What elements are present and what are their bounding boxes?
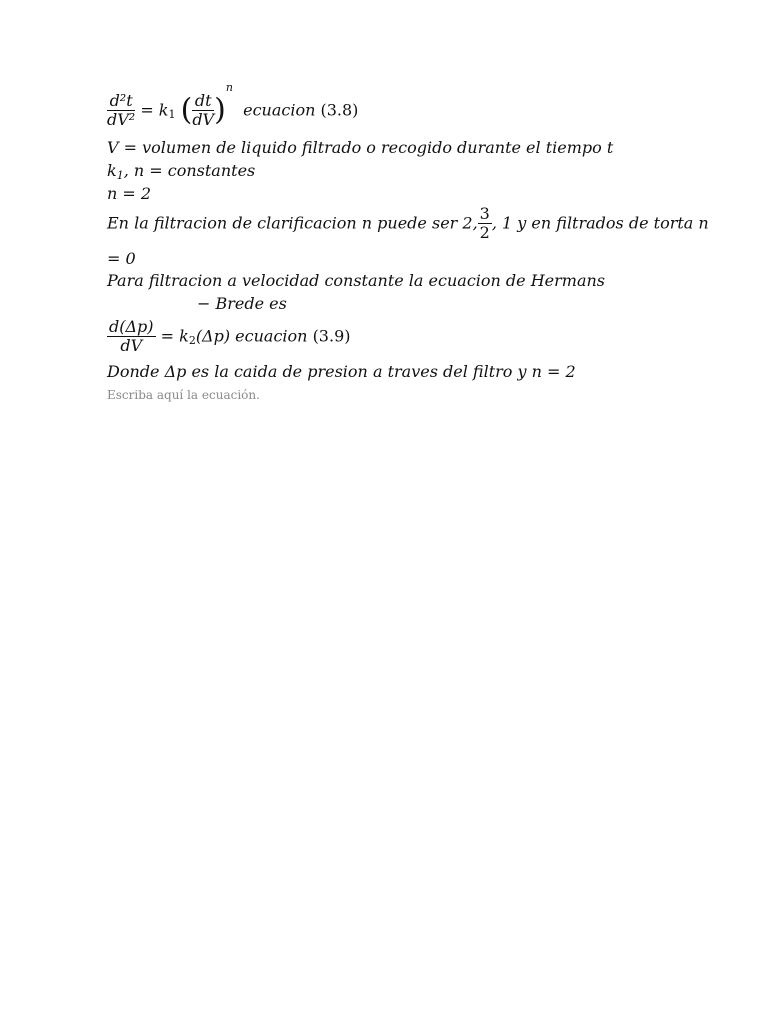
equation-3-9 <box>107 318 351 355</box>
hermans-line-2: − Brede es <box>197 294 287 313</box>
left-paren: ( <box>180 92 193 128</box>
hermans-line-1: Para filtracion a velocidad constante la ecuacion de Hermans <box>107 271 606 290</box>
eq39-denominator: dV <box>120 336 143 355</box>
eq39-rest: (Δp) ecuacion <box>195 326 308 346</box>
inner-numerator: dt <box>192 92 214 111</box>
constants-line <box>107 161 255 183</box>
equals-zero: = 0 <box>107 249 136 268</box>
fraction-denominator: 2 <box>479 223 490 242</box>
k2-subscript: 2 <box>188 334 196 347</box>
inner-fraction <box>192 92 214 129</box>
equation-3-8 <box>107 81 359 129</box>
clarification-before: En la filtracion de clarificacion n puede ser 2, <box>107 213 478 233</box>
n-equals-2: n = 2 <box>107 184 152 203</box>
constants-text: , n = constantes <box>123 161 256 180</box>
eq39-numerator: d(Δp) <box>109 317 154 336</box>
equation-number: (3.8) <box>320 100 359 120</box>
k1-letter: k <box>107 161 117 180</box>
exponent-n: n <box>225 81 233 94</box>
equals-k2: = k <box>160 326 189 346</box>
eq39-fraction <box>107 318 156 355</box>
equation-placeholder[interactable]: Escriba aquí la ecuación. <box>107 388 260 402</box>
k1-subscript: 1 <box>168 108 176 121</box>
inner-denominator: dV <box>192 110 215 129</box>
three-halves-fraction <box>478 205 492 242</box>
lhs-denominator: dV² <box>107 110 136 129</box>
equation-label: ecuacion <box>243 100 316 120</box>
lhs-numerator: d²t <box>107 92 135 111</box>
eq39-number: (3.9) <box>312 326 351 346</box>
clarification-line <box>107 205 709 242</box>
volume-definition: V = volumen de liquido filtrado o recogido durante el tiempo t <box>107 138 614 157</box>
pressure-drop-line: Donde Δp es la caida de presion a traves del filtro y n = 2 <box>107 362 576 381</box>
k1-sub: 1 <box>116 169 124 182</box>
lhs-fraction <box>107 92 135 129</box>
fraction-numerator: 3 <box>479 204 490 223</box>
equals-k: = k <box>140 100 169 120</box>
right-paren: ) <box>214 92 226 128</box>
clarification-after: , 1 y en filtrados de torta n <box>491 213 709 233</box>
